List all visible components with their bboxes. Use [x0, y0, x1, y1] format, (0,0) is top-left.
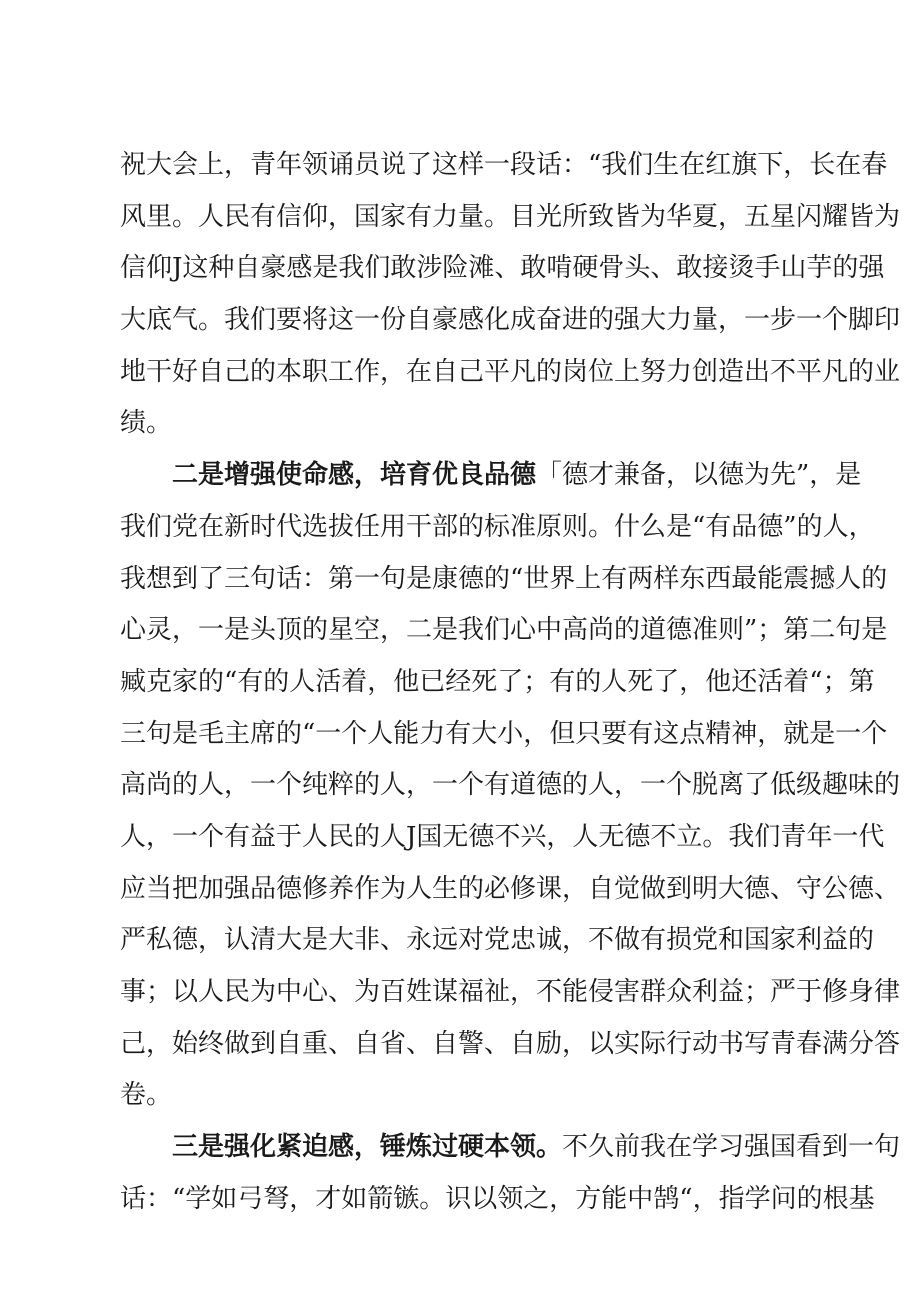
- text-run: 不久前我在学习强国看到一句: [562, 1132, 901, 1163]
- text-line: 祝大会上，青年领诵员说了这样一段话：“我们生在红旗下，长在春: [120, 150, 888, 180]
- text-line: 话：“学如弓弩，才如箭镞。识以领之，方能中鹄“，指学问的根基: [120, 1183, 875, 1214]
- text-line: 我们党在新时代选拔任用干部的标准原则。什么是“有品德”的人，: [120, 511, 875, 542]
- paragraph-3: [120, 1122, 901, 1225]
- document-body: [120, 140, 901, 1225]
- paragraph-2: [120, 450, 901, 1122]
- text-line: [120, 1122, 901, 1174]
- text-line: 高尚的人，一个纯粹的人，一个有道德的人，一个脱离了低级趣味的: [120, 770, 901, 801]
- text-line: 绩。: [120, 408, 173, 439]
- text-line: 臧克家的“有的人活着，他已经死了；有的人死了，他还活着“；第: [120, 666, 875, 697]
- text-line: 地干好自己的本职工作，在自己平凡的岗位上努力创造出不平凡的业: [120, 356, 901, 387]
- text-line: 大底气。我们要将这一份自豪感化成奋进的强大力量，一步一个脚印: [120, 305, 901, 336]
- text-run: 「德才兼备，以德为先”，是: [536, 460, 862, 491]
- text-line: 三句是毛主席的“一个人能力有大小，但只要有这点精神，就是一个: [120, 718, 888, 749]
- text-line: 卷。: [120, 1080, 173, 1111]
- text-line: 应当把加强品德修养作为人生的必修课，自觉做到明大德、守公德、: [120, 873, 901, 904]
- paragraph-heading: 三是强化紧迫感，锤炼过硬本领。: [172, 1132, 563, 1163]
- text-line: 严私德，认清大是大非、永远对党忠诚，不做有损党和国家利益的: [120, 925, 875, 956]
- text-line: 己，始终做到自重、自省、自警、自励，以实际行动书写青春满分答: [120, 1028, 901, 1059]
- text-line: [120, 450, 862, 502]
- text-line: 风里。人民有信仰，国家有力量。目光所致皆为华夏，五星闪耀皆为: [120, 201, 901, 232]
- paragraph-heading: 二是增强使命感，培育优良品德: [172, 460, 537, 491]
- text-line: 信仰J这种自豪感是我们敢涉险滩、敢啃硬骨头、敢接烫手山芋的强: [120, 253, 885, 284]
- text-line: 人，一个有益于人民的人J国无德不兴，人无德不立。我们青年一代: [120, 821, 885, 852]
- paragraph-1: [120, 140, 901, 450]
- text-line: 我想到了三句话：第一句是康德的“世界上有两样东西最能震撼人的: [120, 563, 888, 594]
- text-line: 心灵，一是头顶的星空，二是我们心中高尚的道德准则”；第二句是: [120, 615, 888, 646]
- text-line: 事；以人民为中心、为百姓谋福祉，不能侵害群众利益；严于修身律: [120, 977, 901, 1007]
